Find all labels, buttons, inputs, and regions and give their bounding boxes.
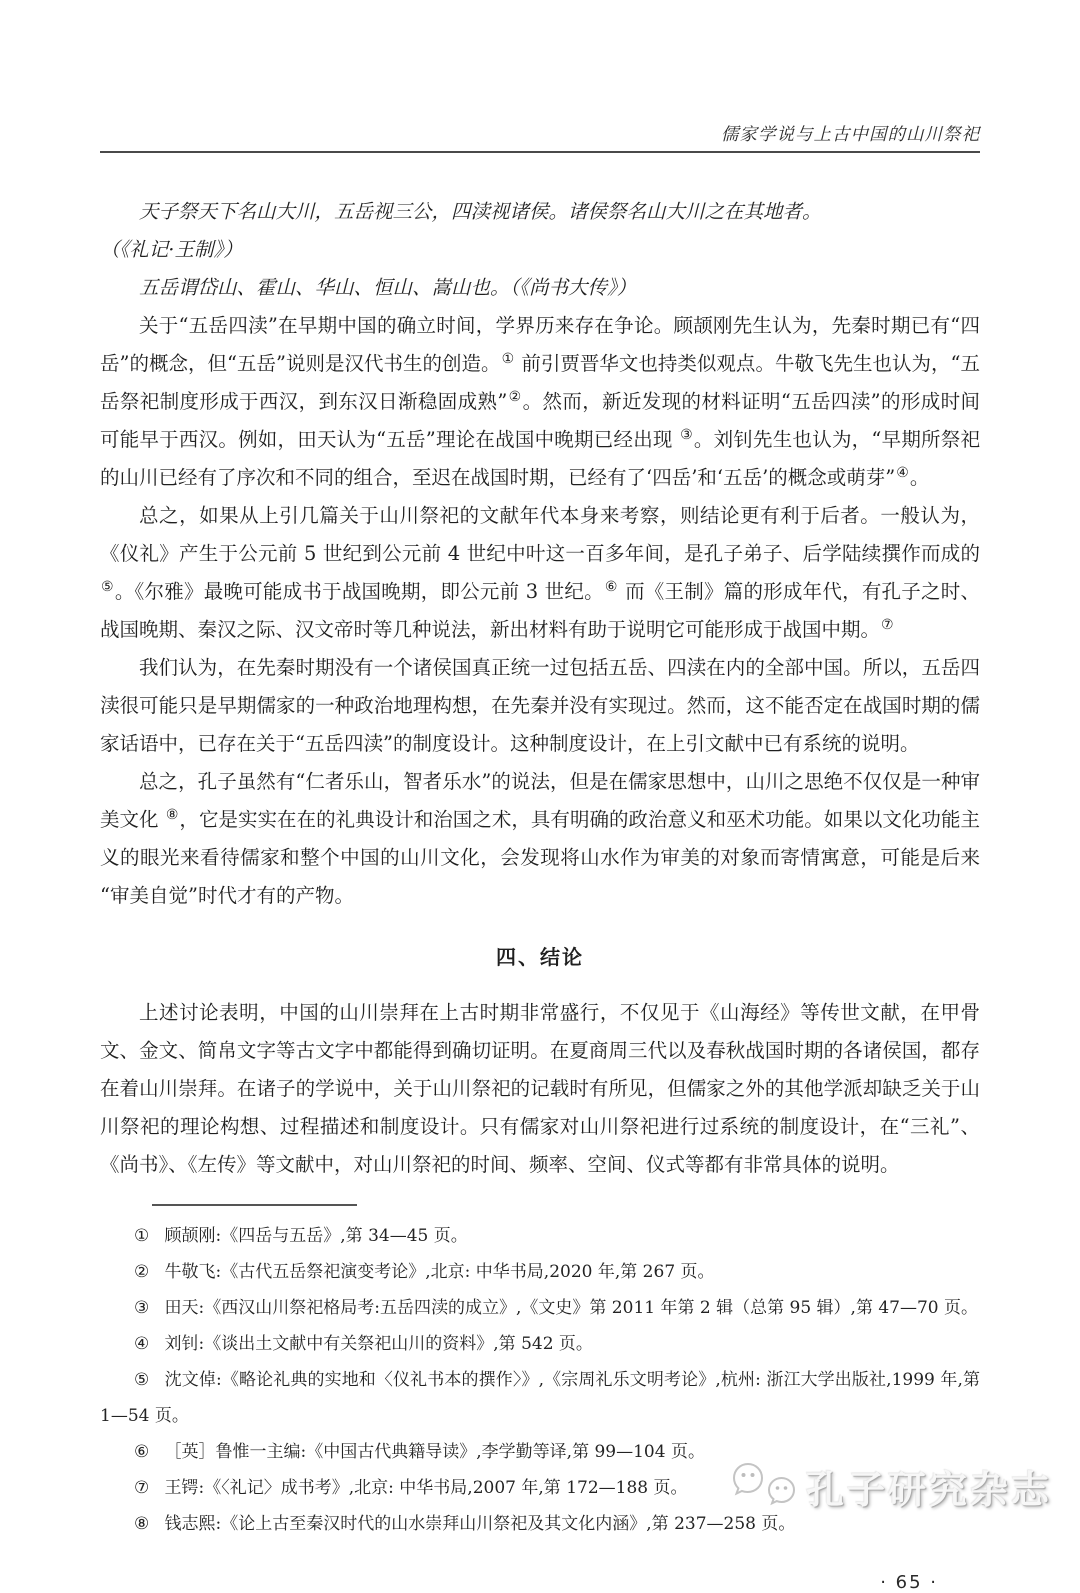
footnote-ref: ⑧ xyxy=(165,806,179,823)
footnote-marker: ⑤ xyxy=(134,1370,150,1390)
magazine-watermark xyxy=(732,1459,1052,1514)
footnote-marker: ④ xyxy=(134,1334,150,1354)
footnote-marker: ⑦ xyxy=(134,1478,150,1498)
footnote-text: 刘钊:《谈出土文献中有关祭祀山川的资料》,第 542 页。 xyxy=(164,1334,593,1354)
running-header xyxy=(100,0,980,153)
paragraph: 关于“五岳四渎”在早期中国的确立时间，学界历来存在争论。顾颉刚先生认为，先秦时期已有“四岳”的概念，但“五岳”说则是汉代书生的创造。① 前引贾晋华文也持类似观点。牛敬飞先生也认为，“五岳祭祀制度形成于西汉，到东汉日渐稳固成熟”②。然而，新近发现的材料证明“五岳四渎”的形成时间可能早于西汉。例如，田天认为“五岳”理论在战国中晚期已经出现 ③。刘钊先生也认为，“早期所祭祀的山川已经有了序次和不同的组合，至迟在战国时期，已经有了‘四岳’和‘五岳’的概念或萌芽”④。 xyxy=(100,314,980,489)
footnote-text: 王锷:《〈礼记〉成书考》,北京: 中华书局,2007 年,第 172—188 页。 xyxy=(164,1478,688,1498)
magazine-logo-icon xyxy=(732,1460,798,1514)
footnote-ref: ② xyxy=(508,388,522,405)
footnote-text: ［英］鲁惟一主编:《中国古代典籍导读》,李学勤等译,第 99—104 页。 xyxy=(164,1442,705,1462)
footnote-separator xyxy=(152,1204,357,1206)
footnote-item xyxy=(100,1326,980,1362)
footnote-text: 田天:《西汉山川祭祀格局考:五岳四渎的成立》,《文史》第 2011 年第 2 辑（总第 95 辑）,第 47—70 页。 xyxy=(164,1298,979,1318)
footnote-marker: ⑥ xyxy=(134,1442,150,1462)
footnote-marker: ⑧ xyxy=(134,1514,150,1534)
quote-text: 五岳谓岱山、霍山、华山、恒山、嵩山也。（《尚书大传》） xyxy=(139,276,637,299)
footnote-ref: ④ xyxy=(896,464,909,481)
footnote-marker: ③ xyxy=(134,1298,150,1318)
footnote-item xyxy=(100,1290,980,1326)
footnote-marker: ② xyxy=(134,1262,150,1282)
footnote-item xyxy=(100,1254,980,1290)
footnote-ref: ⑤ xyxy=(101,578,114,595)
footnote-marker: ① xyxy=(134,1226,150,1246)
paragraph: 总之，如果从上引几篇关于山川祭祀的文献年代本身来考察，则结论更有利于后者。一般认为，《仪礼》产生于公元前 5 世纪到公元前 4 世纪中叶这一百多年间，是孔子弟子、后学陆续撰作而成的 ⑤。《尔雅》最晚可能成书于战国晚期，即公元前 3 世纪。⑥ 而《王制》篇的形成年代，有孔子之时、战国晚期、秦汉之际、汉文帝时等几种说法，新出材料有助于说明它可能形成于战国中期。⑦ xyxy=(100,504,980,641)
footnote-ref: ③ xyxy=(680,426,693,443)
quote-source: （《礼记·王制》） xyxy=(100,238,243,261)
quote-block xyxy=(100,193,980,307)
magazine-watermark-text: 孔子研究杂志 xyxy=(805,1467,1052,1512)
header-rule xyxy=(100,151,980,153)
footnote-text: 牛敬飞:《古代五岳祭祀演变考论》,北京: 中华书局,2020 年,第 267 页。 xyxy=(164,1262,715,1282)
paragraph: 上述讨论表明，中国的山川崇拜在上古时期非常盛行，不仅见于《山海经》等传世文献，在甲骨文、金文、简帛文字等古文字中都能得到确切证明。在夏商周三代以及春秋战国时期的各诸侯国，都存在着山川崇拜。在诸子的学说中，关于山川祭祀的记载时有所见，但儒家之外的其他学派却缺乏关于山川祭祀的理论构想、过程描述和制度设计。只有儒家对山川祭祀进行过系统的制度设计，在“三礼”、《尚书》、《左传》等文献中，对山川祭祀的时间、频率、空间、仪式等都有非常具体的说明。 xyxy=(100,1001,980,1176)
section-heading: 四、结论 xyxy=(496,945,584,969)
paragraph: 总之，孔子虽然有“仁者乐山，智者乐水”的说法，但是在儒家思想中，山川之思绝不仅仅是一种审美文化 ⑧，它是实实在在的礼典设计和治国之术，具有明确的政治意义和巫术功能。如果以文化功能主义的眼光来看待儒家和整个中国的山川文化，会发现将山水作为审美的对象而寄情寓意，可能是后来“审美自觉”时代才有的产物。 xyxy=(100,770,980,907)
footnote-ref: ⑦ xyxy=(881,616,894,633)
footnote-ref: ⑥ xyxy=(604,578,618,595)
article-body xyxy=(100,307,980,1184)
footnote-text: 顾颉刚:《四岳与五岳》,第 34—45 页。 xyxy=(164,1226,468,1246)
footnote-text: 沈文倬:《略论礼典的实地和〈仪礼书本的撰作〉》,《宗周礼乐文明考论》,杭州: 浙江大学出版社,1999 年,第 1—54 页。 xyxy=(100,1370,980,1426)
paragraph: 我们认为，在先秦时期没有一个诸侯国真正统一过包括五岳、四渎在内的全部中国。所以，五岳四渎很可能只是早期儒家的一种政治地理构想，在先秦并没有实现过。然而，这不能否定在战国时期的儒家话语中，已存在关于“五岳四渎”的制度设计。这种制度设计，在上引文献中已有系统的说明。 xyxy=(100,656,980,755)
footnote-item xyxy=(100,1362,980,1434)
footnote-item xyxy=(100,1218,980,1254)
footnote-ref: ① xyxy=(501,350,515,367)
running-header-title: 儒家学说与上古中国的山川祭祀 xyxy=(721,125,980,145)
page-number: · 65 · xyxy=(880,1572,938,1593)
quote-text: 天子祭天下名山大川，五岳视三公，四渎视诸侯。诸侯祭名山大川之在其地者。 xyxy=(139,200,822,223)
footnote-text: 钱志熙:《论上古至秦汉时代的山水崇拜山川祭祀及其文化内涵》,第 237—258 页。 xyxy=(164,1514,796,1534)
